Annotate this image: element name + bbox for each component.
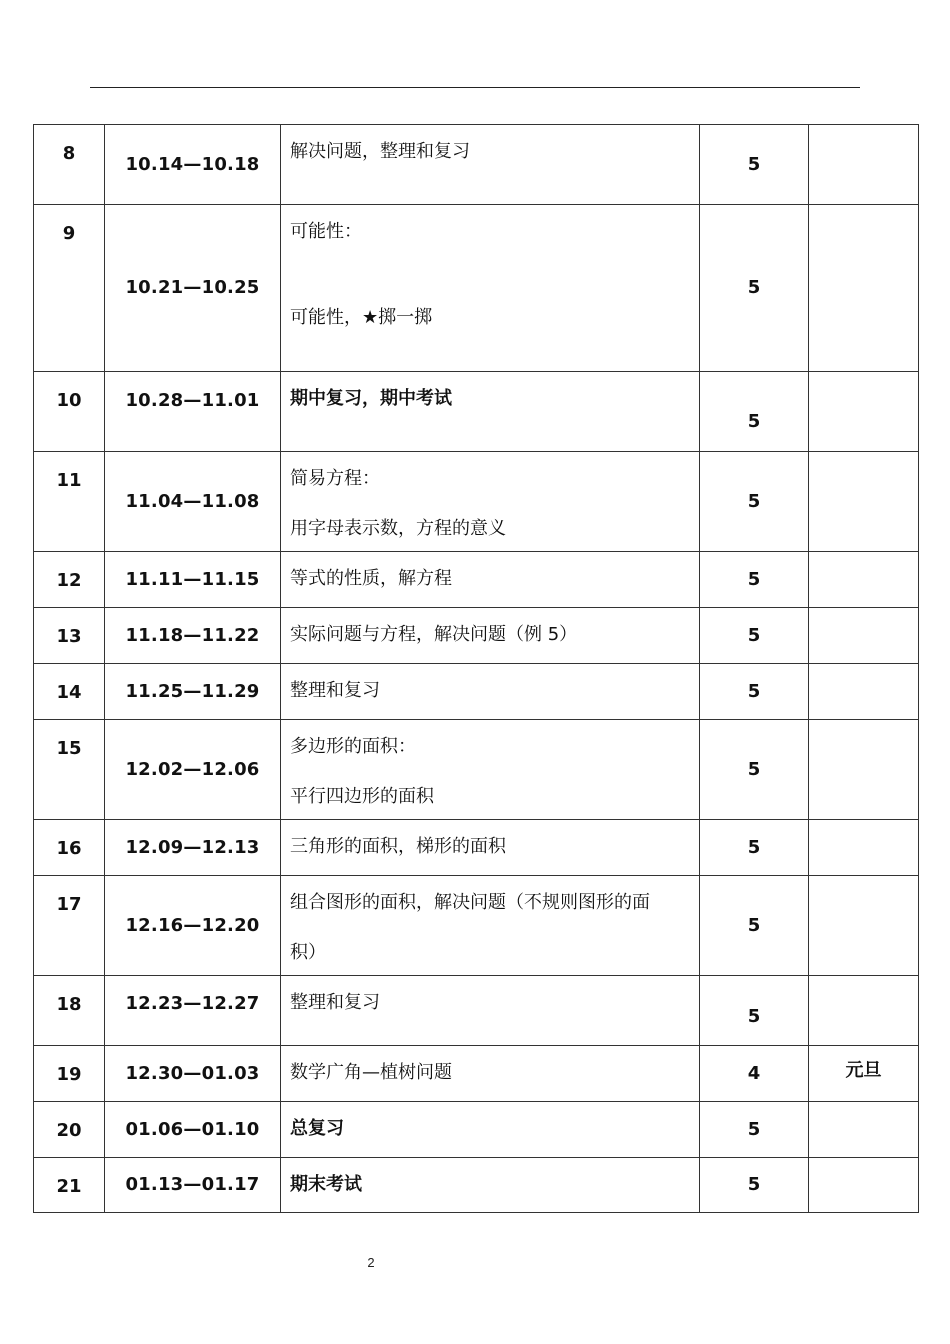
content-cell xyxy=(281,205,700,372)
page-number: 2 xyxy=(367,1255,375,1270)
date-cell xyxy=(105,1046,281,1102)
week-cell xyxy=(34,720,105,820)
date-cell xyxy=(105,720,281,820)
date-range: 12.16—12.20 xyxy=(125,914,260,936)
table-row xyxy=(34,205,919,372)
note-cell xyxy=(809,820,919,876)
hours-cell xyxy=(700,205,809,372)
date-range: 12.30—01.03 xyxy=(125,1062,260,1084)
week-cell xyxy=(34,1158,105,1213)
content-cell xyxy=(281,552,700,608)
content-line: 等式的性质，解方程 xyxy=(290,568,452,589)
hours-value: 5 xyxy=(747,1118,761,1140)
week-number: 8 xyxy=(62,143,76,164)
date-range: 12.09—12.13 xyxy=(125,836,260,858)
hours-cell xyxy=(700,820,809,876)
note-cell xyxy=(809,976,919,1046)
note-cell xyxy=(809,720,919,820)
table-row xyxy=(34,1046,919,1102)
table-row xyxy=(34,976,919,1046)
content-line: 组合图形的面积，解决问题（不规则图形的面 xyxy=(290,892,650,913)
hours-value: 5 xyxy=(747,624,761,646)
content-line: 可能性： xyxy=(290,221,362,242)
table-row xyxy=(34,664,919,720)
date-cell xyxy=(105,1158,281,1213)
table-row xyxy=(34,125,919,205)
date-cell xyxy=(105,976,281,1046)
hours-value: 5 xyxy=(747,1174,761,1195)
note-cell xyxy=(809,552,919,608)
table-row xyxy=(34,876,919,976)
content-cell xyxy=(281,1102,700,1158)
content-cell xyxy=(281,1158,700,1213)
content-cell xyxy=(281,608,700,664)
hours-cell xyxy=(700,125,809,205)
week-cell xyxy=(34,876,105,976)
date-cell xyxy=(105,372,281,452)
week-number: 15 xyxy=(56,738,82,759)
header-rule xyxy=(90,87,860,88)
note-value: 元旦 xyxy=(845,1060,882,1082)
content-cell xyxy=(281,452,700,552)
content-cell xyxy=(281,820,700,876)
week-number: 10 xyxy=(56,390,82,411)
date-range: 11.11—11.15 xyxy=(125,568,260,590)
date-range: 11.18—11.22 xyxy=(125,624,260,646)
week-number: 14 xyxy=(56,682,82,703)
hours-cell xyxy=(700,452,809,552)
note-cell xyxy=(809,1158,919,1213)
week-cell xyxy=(34,820,105,876)
hours-value: 5 xyxy=(747,758,761,780)
week-number: 16 xyxy=(56,838,82,859)
hours-cell xyxy=(700,720,809,820)
date-range: 10.28—11.01 xyxy=(125,390,260,412)
week-number: 18 xyxy=(56,994,82,1015)
content-line: 整理和复习 xyxy=(290,680,380,701)
hours-value: 4 xyxy=(747,1062,761,1084)
note-cell xyxy=(809,452,919,552)
content-cell xyxy=(281,876,700,976)
hours-value: 5 xyxy=(747,410,761,432)
week-cell xyxy=(34,372,105,452)
content-line: 整理和复习 xyxy=(290,992,380,1013)
note-cell xyxy=(809,664,919,720)
week-number: 13 xyxy=(56,626,82,647)
note-cell xyxy=(809,1102,919,1158)
date-range: 11.04—11.08 xyxy=(125,490,260,512)
date-cell xyxy=(105,876,281,976)
date-cell xyxy=(105,608,281,664)
week-cell xyxy=(34,1102,105,1158)
table-row xyxy=(34,452,919,552)
content-cell xyxy=(281,664,700,720)
week-cell xyxy=(34,1046,105,1102)
content-cell xyxy=(281,1046,700,1102)
content-line: 总复习 xyxy=(290,1118,344,1139)
date-range: 12.02—12.06 xyxy=(125,758,260,780)
date-cell xyxy=(105,664,281,720)
content-cell xyxy=(281,125,700,205)
week-number: 11 xyxy=(56,470,82,491)
week-cell xyxy=(34,664,105,720)
date-range: 10.21—10.25 xyxy=(125,277,260,298)
content-line: 积） xyxy=(290,942,326,963)
date-cell xyxy=(105,1102,281,1158)
content-line: 期末考试 xyxy=(290,1174,362,1195)
hours-cell xyxy=(700,664,809,720)
date-cell xyxy=(105,125,281,205)
hours-cell xyxy=(700,1158,809,1213)
note-cell xyxy=(809,876,919,976)
note-cell xyxy=(809,1046,919,1102)
date-range: 11.25—11.29 xyxy=(125,680,260,702)
hours-value: 5 xyxy=(747,490,761,512)
date-range: 10.14—10.18 xyxy=(125,153,260,175)
week-cell xyxy=(34,976,105,1046)
hours-cell xyxy=(700,1046,809,1102)
week-number: 17 xyxy=(56,894,82,915)
table-row xyxy=(34,820,919,876)
hours-value: 5 xyxy=(747,568,761,590)
hours-value: 5 xyxy=(747,680,761,702)
week-cell xyxy=(34,452,105,552)
week-cell xyxy=(34,125,105,205)
content-line: 平行四边形的面积 xyxy=(290,786,434,807)
content-cell xyxy=(281,976,700,1046)
hours-value: 5 xyxy=(747,914,761,936)
content-line: 解决问题，整理和复习 xyxy=(290,141,470,162)
note-cell xyxy=(809,608,919,664)
hours-cell xyxy=(700,372,809,452)
hours-cell xyxy=(700,976,809,1046)
date-range: 01.13—01.17 xyxy=(125,1174,260,1195)
table-row xyxy=(34,720,919,820)
week-cell xyxy=(34,205,105,372)
week-number: 19 xyxy=(56,1064,82,1085)
content-line: 可能性，★掷一掷 xyxy=(290,307,433,328)
date-cell xyxy=(105,820,281,876)
hours-value: 5 xyxy=(747,277,761,298)
content-line: 多边形的面积： xyxy=(290,736,416,757)
content-cell xyxy=(281,372,700,452)
content-line: 简易方程： xyxy=(290,468,380,489)
content-line: 数学广角—植树问题 xyxy=(290,1062,452,1083)
hours-value: 5 xyxy=(747,836,761,858)
table-row xyxy=(34,552,919,608)
content-line: 用字母表示数，方程的意义 xyxy=(290,518,506,539)
week-cell xyxy=(34,552,105,608)
table-row xyxy=(34,372,919,452)
date-cell xyxy=(105,205,281,372)
date-cell xyxy=(105,552,281,608)
week-cell xyxy=(34,608,105,664)
hours-cell xyxy=(700,608,809,664)
note-cell xyxy=(809,125,919,205)
hours-cell xyxy=(700,552,809,608)
content-line: 实际问题与方程，解决问题（例 5） xyxy=(290,624,578,645)
week-number: 9 xyxy=(62,223,76,244)
teaching-schedule-table xyxy=(33,124,919,1213)
content-line: 三角形的面积，梯形的面积 xyxy=(290,836,506,857)
content-cell xyxy=(281,720,700,820)
week-number: 20 xyxy=(56,1120,82,1141)
date-range: 01.06—01.10 xyxy=(125,1118,260,1140)
date-range: 12.23—12.27 xyxy=(125,992,260,1014)
week-number: 12 xyxy=(56,570,82,591)
table-row xyxy=(34,608,919,664)
hours-cell xyxy=(700,876,809,976)
hours-value: 5 xyxy=(747,153,761,175)
note-cell xyxy=(809,205,919,372)
hours-cell xyxy=(700,1102,809,1158)
table-row xyxy=(34,1158,919,1213)
week-number: 21 xyxy=(56,1176,82,1197)
table-row xyxy=(34,1102,919,1158)
date-cell xyxy=(105,452,281,552)
note-cell xyxy=(809,372,919,452)
hours-value: 5 xyxy=(747,1006,761,1028)
content-line: 期中复习，期中考试 xyxy=(290,388,452,409)
